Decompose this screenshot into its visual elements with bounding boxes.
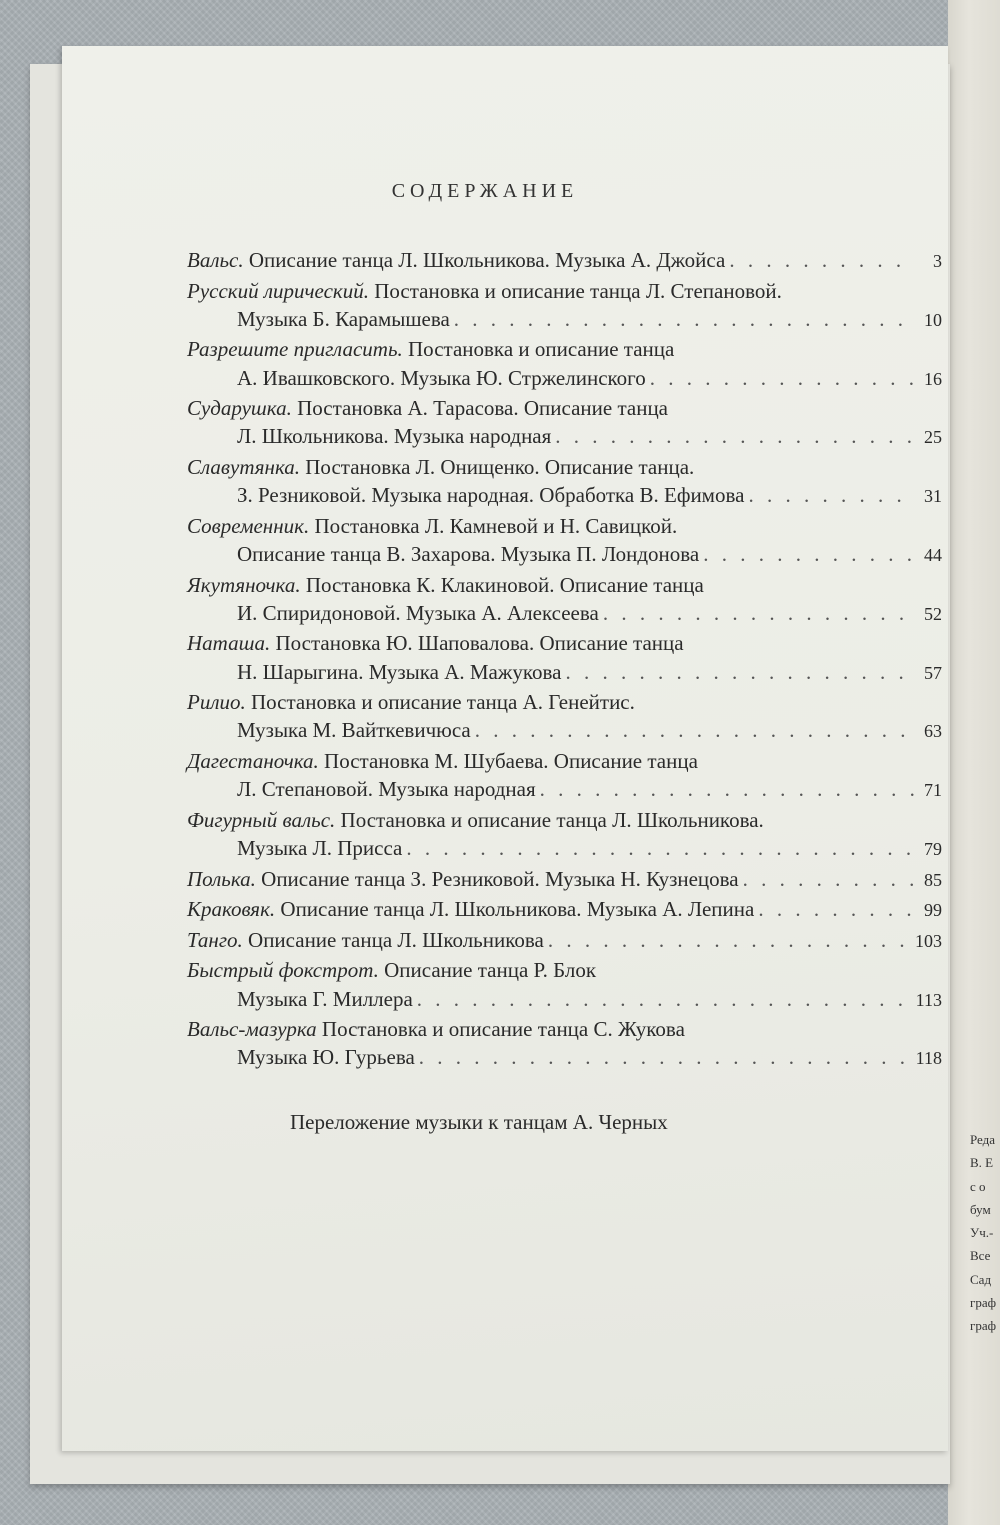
dance-title: Современник. bbox=[187, 513, 310, 538]
leader-dots bbox=[650, 366, 914, 391]
page-number: 85 bbox=[924, 869, 942, 890]
dance-title: Разрешите пригласить. bbox=[187, 337, 403, 362]
entry-description: Постановка и описание танца Л. Школьникова. bbox=[340, 807, 764, 832]
toc-line bbox=[187, 928, 942, 958]
entry-description: Музыка Б. Карамышева bbox=[237, 306, 450, 331]
page-number: 57 bbox=[924, 662, 942, 683]
page-number: 79 bbox=[924, 839, 942, 859]
entry-description: Описание танца Л. Школьникова. Музыка А. Лепина bbox=[280, 897, 755, 922]
leader-dots bbox=[555, 424, 914, 449]
toc-line bbox=[187, 718, 942, 748]
table-of-contents bbox=[187, 248, 942, 1070]
adjacent-page-fragment: Реда bbox=[970, 1132, 996, 1147]
toc-line bbox=[187, 455, 942, 485]
entry-description: А. Ивашковского. Музыка Ю. Стржелинского bbox=[237, 365, 646, 390]
leader-dots bbox=[703, 542, 914, 567]
adjacent-page-fragment: бум bbox=[970, 1201, 991, 1217]
entry-description: Музыка Ю. Гурьева bbox=[237, 1045, 415, 1070]
toc-line bbox=[187, 987, 942, 1017]
toc-line bbox=[187, 777, 942, 807]
entry-description: Постановка и описание танца А. Генейтис. bbox=[250, 690, 635, 715]
entry-description: Н. Шарыгина. Музыка А. Мажукова bbox=[237, 659, 562, 684]
leader-dots bbox=[603, 601, 914, 626]
leader-dots bbox=[729, 248, 914, 273]
entry-description: Описание танца В. Захарова. Музыка П. Лондонова bbox=[237, 542, 700, 566]
leader-dots bbox=[417, 987, 912, 1012]
dance-title: Быстрый фокстрот. bbox=[187, 958, 379, 983]
leader-dots bbox=[748, 483, 914, 508]
entry-description: Музыка Л. Присса bbox=[237, 836, 403, 860]
leader-dots bbox=[454, 307, 914, 332]
toc-line bbox=[187, 958, 942, 988]
page-number: 52 bbox=[924, 603, 942, 624]
toc-line bbox=[187, 514, 942, 544]
page-number: 113 bbox=[915, 989, 942, 1010]
entry-description: И. Спиридоновой. Музыка А. Алексеева bbox=[237, 600, 599, 625]
entry-description: Музыка Г. Миллера bbox=[237, 986, 413, 1011]
entry-description: Л. Школьникова. Музыка народная bbox=[237, 424, 552, 449]
toc-line bbox=[187, 337, 942, 367]
adjacent-page-fragment: Все bbox=[970, 1248, 991, 1264]
entry-description: Описание танца Л. Школьникова. Музыка А. Джойса bbox=[248, 248, 726, 272]
toc-line bbox=[187, 542, 942, 572]
leader-dots bbox=[548, 928, 911, 953]
toc-line bbox=[187, 601, 942, 631]
adjacent-page-fragment: Уч.- bbox=[970, 1225, 994, 1241]
leader-dots bbox=[419, 1045, 912, 1070]
entry-description: Описание танца З. Резниковой. Музыка Н. Кузнецова bbox=[261, 866, 739, 891]
page-number: 25 bbox=[924, 427, 942, 448]
entry-description: Постановка Л. Онищенко. Описание танца. bbox=[305, 455, 695, 479]
toc-line bbox=[187, 836, 942, 866]
dance-title: Фигурный вальс. bbox=[187, 807, 336, 832]
toc-line bbox=[187, 483, 942, 513]
page-number: 103 bbox=[915, 930, 942, 951]
entry-description: Постановка А. Тарасова. Описание танца bbox=[297, 396, 668, 421]
page-number: 10 bbox=[924, 309, 942, 330]
leader-dots bbox=[743, 867, 914, 892]
adjacent-page-fragment: В. Е bbox=[970, 1155, 994, 1171]
page-number: 16 bbox=[924, 368, 942, 389]
page-number: 118 bbox=[915, 1048, 942, 1069]
leader-dots bbox=[406, 836, 914, 861]
entry-description: Л. Степановой. Музыка народная bbox=[237, 777, 536, 802]
leader-dots bbox=[758, 897, 914, 922]
leader-dots bbox=[475, 718, 914, 743]
toc-line bbox=[187, 279, 942, 309]
page-number: 99 bbox=[924, 900, 942, 921]
entry-description: Описание танца Л. Школьникова bbox=[248, 927, 544, 952]
leader-dots bbox=[565, 660, 914, 685]
page-number: 3 bbox=[933, 251, 942, 271]
adjacent-page-fragment: с о bbox=[970, 1178, 986, 1194]
page-number: 44 bbox=[924, 545, 942, 565]
toc-line bbox=[187, 660, 942, 690]
entry-description: Постановка К. Клакиновой. Описание танца bbox=[305, 572, 704, 597]
page-number: 31 bbox=[924, 486, 942, 507]
toc-line bbox=[187, 573, 942, 603]
toc-line bbox=[187, 248, 942, 278]
adjacent-page-text bbox=[970, 1128, 996, 1338]
entry-description: З. Резниковой. Музыка народная. Обработка В. Ефимова bbox=[237, 483, 745, 508]
dance-title: Сударушка. bbox=[187, 396, 292, 421]
adjacent-page-strip bbox=[948, 0, 1000, 1525]
entry-description: Постановка и описание танца С. Жукова bbox=[321, 1017, 685, 1042]
entry-description: Постановка Л. Камневой и Н. Савицкой. bbox=[314, 513, 678, 538]
dance-title: Русский лирический. bbox=[187, 278, 369, 303]
toc-line bbox=[187, 690, 942, 720]
toc-line bbox=[187, 307, 942, 337]
dance-title: Вальс. bbox=[187, 248, 244, 272]
dance-title: Якутяночка. bbox=[187, 572, 301, 597]
entry-description: Описание танца Р. Блок bbox=[384, 958, 597, 983]
adjacent-page-fragment: граф bbox=[970, 1295, 997, 1311]
adjacent-page-fragment: Сад bbox=[970, 1271, 992, 1287]
leader-dots bbox=[540, 777, 914, 802]
entry-description: Музыка М. Вайткевичюса bbox=[237, 718, 471, 743]
entry-description: Постановка М. Шубаева. Описание танца bbox=[324, 749, 698, 773]
dance-title: Дагестаночка. bbox=[187, 749, 319, 773]
toc-line bbox=[187, 1017, 942, 1047]
dance-title: Танго. bbox=[187, 927, 243, 952]
page-heading: СОДЕРЖАНИЕ bbox=[391, 180, 579, 202]
page-number: 63 bbox=[924, 721, 942, 742]
entry-description: Постановка и описание танца bbox=[408, 337, 675, 362]
dance-title: Краковяк. bbox=[187, 897, 276, 922]
toc-line bbox=[187, 897, 942, 927]
adjacent-page-fragment: граф bbox=[970, 1318, 997, 1334]
dance-title: Вальс-мазурка bbox=[187, 1017, 317, 1042]
dance-title: Полька. bbox=[187, 866, 256, 891]
toc-line bbox=[187, 366, 942, 396]
toc-line bbox=[187, 1045, 942, 1075]
entry-description: Постановка и описание танца Л. Степановой. bbox=[374, 278, 782, 303]
page-number: 71 bbox=[924, 780, 942, 801]
entry-description: Постановка Ю. Шаповалова. Описание танца bbox=[275, 631, 684, 656]
toc-line bbox=[187, 396, 942, 426]
dance-title: Рилио. bbox=[187, 690, 246, 715]
toc-line bbox=[187, 749, 942, 779]
toc-line bbox=[187, 867, 942, 897]
toc-line bbox=[187, 424, 942, 454]
toc-line bbox=[187, 808, 942, 838]
dance-title: Наташа. bbox=[187, 631, 271, 656]
dance-title: Славутянка. bbox=[187, 455, 301, 479]
footer-note: Переложение музыки к танцам А. Черных bbox=[290, 1110, 668, 1134]
toc-line bbox=[187, 631, 942, 661]
